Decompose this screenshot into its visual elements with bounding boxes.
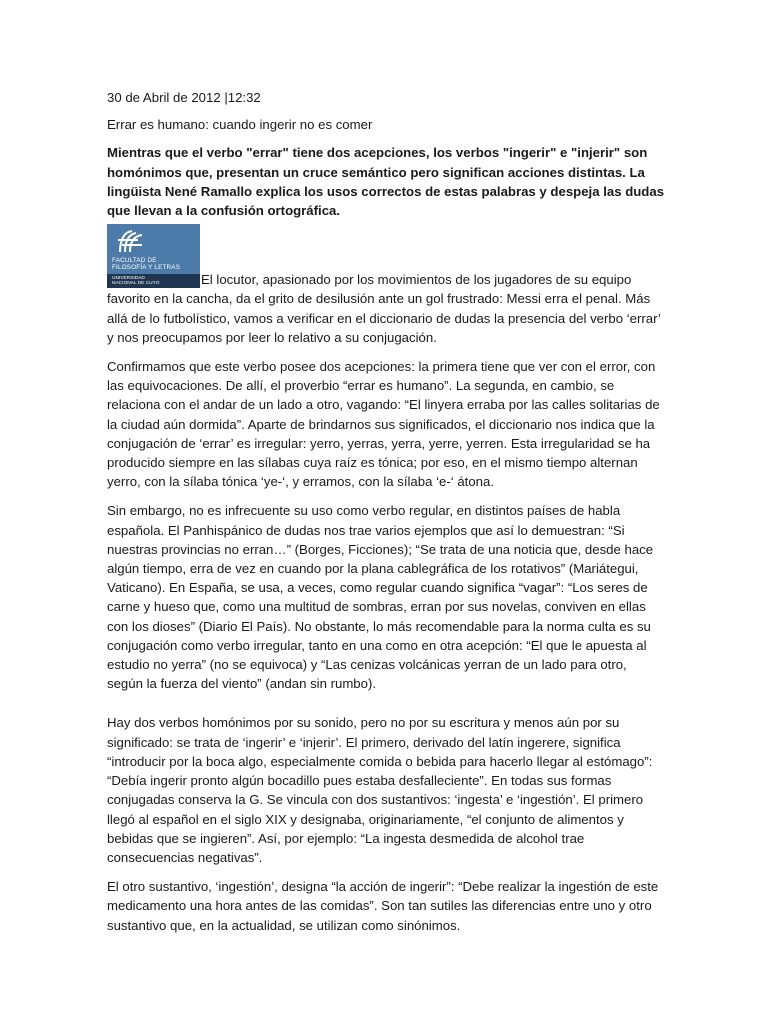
article-title: Errar es humano: cuando ingerir no es comer (107, 117, 373, 133)
article-body (107, 88, 665, 945)
logo-footer (107, 274, 200, 288)
logo-footer-line-1: UNIVERSIDAD (112, 276, 145, 282)
paragraph-1-block (107, 224, 665, 347)
ffyl-emblem-icon (116, 228, 150, 254)
paragraph-4: Hay dos verbos homónimos por su sonido, pero no por su escritura y menos aún por su significado: se trata de ‘ingerir’ e ‘injerir’. El primero, derivado del latín ingerere, significa “introducir por la boca algo, especialmente comida o bebida para hacerlo llegar al estómago”: “Debía ingerir pronto algún bocadillo pues estaba desfalleciente”. En todas sus formas conjugadas conserva la G. Se vincula con dos sustantivos: ‘ingesta’ e ‘ingestión’. El primero llegó al español en el siglo XIX y designaba, originariamente, “el conjunto de alimentos y bebidas que se ingieren”. Así, por ejemplo: “La ingesta desmedida de alcohol trae consecuencias negativas”. (107, 715, 653, 865)
paragraph-3: Sin embargo, no es infrecuente su uso como verbo regular, en distintos países de habla española. El Panhispánico de dudas nos trae varios ejemplos que así lo demuestran: “Si nuestras provincias no erran…” (Borges, Ficciones); “Se trata de una noticia que, desde hace algún tiempo, erra de vez en cuando por la plana cablegráfica de los rotativos” (Mariátegui, Vaticano). En España, se usa, a veces, como regular cuando significa “vagar”: “Los seres de carne y hueso que, como una multitud de sombras, erran por sus novelas, conviven en ellas con los dioses” (Diario El País). No obstante, lo más recomendable para la norma culta es su conjugación como verbo irregular, tanto en una como en otra acepción: “El que le apuesta al estudio no yerra” (no se equivoca) y “Las cenizas volcánicas yerran de un lado para otro, según la fuerza del viento” (andan sin rumbo). (107, 503, 654, 692)
paragraph-5: El otro sustantivo, ‘ingestión’, designa “la acción de ingerir”: “Debe realizar la ingestión de este medicamento una hora antes de las comidas”. Son tan sutiles las diferencias entre uno y otro sustantivo que, en la actualidad, se utilizan como sinónimos. (107, 879, 659, 933)
faculty-logo (107, 224, 200, 288)
article-date: 30 de Abril de 2012 |12:32 (107, 90, 261, 105)
paragraph-1: El locutor, apasionado por los movimientos de los jugadores de su equipo favorito en la cancha, da el grito de desilusión ante un gol frustrado: Messi erra el penal. Más allá de lo futbolístico, vamos a verificar en el diccionario de dudas la presencia del verbo ‘errar’ y nos preocupamos por leer lo relativo a su conjugación. (107, 272, 661, 345)
logo-footer-line-2: NACIONAL DE CUYO (112, 281, 160, 287)
paragraph-2: Confirmamos que este verbo posee dos acepciones: la primera tiene que ver con el error, con las equivocaciones. De allí, el proverbio “errar es humano”. La segunda, en cambio, se relaciona con el andar de un lado a otro, vagando: “El linyera erraba por las calles solitarias de la ciudad aún dormida”. Aparte de brindarnos sus significados, el diccionario nos indica que la conjugación de ‘errar’ es irregular: yerro, yerras, yerra, yerre, yerren. Esta irregularidad se ha producido siempre en las sílabas cuya raíz es tónica; por eso, en el mismo tiempo alternan yerro, con la sílaba tónica ‘ye-‘, y erramos, con la sílaba ‘e-‘ átona. (107, 359, 660, 490)
article-lead: Mientras que el verbo "errar" tiene dos acepciones, los verbos "ingerir" e "injerir" son homónimos que, presentan un cruce semántico pero significan acciones distintas. La lingüista Nené Ramallo explica los usos correctos de estas palabras y despeja las dudas que llevan a la confusión ortográfica. (107, 145, 665, 219)
logo-line-1: FACULTAD DE (112, 257, 157, 265)
logo-line-2: FILOSOFÍA Y LETRAS (112, 264, 181, 272)
